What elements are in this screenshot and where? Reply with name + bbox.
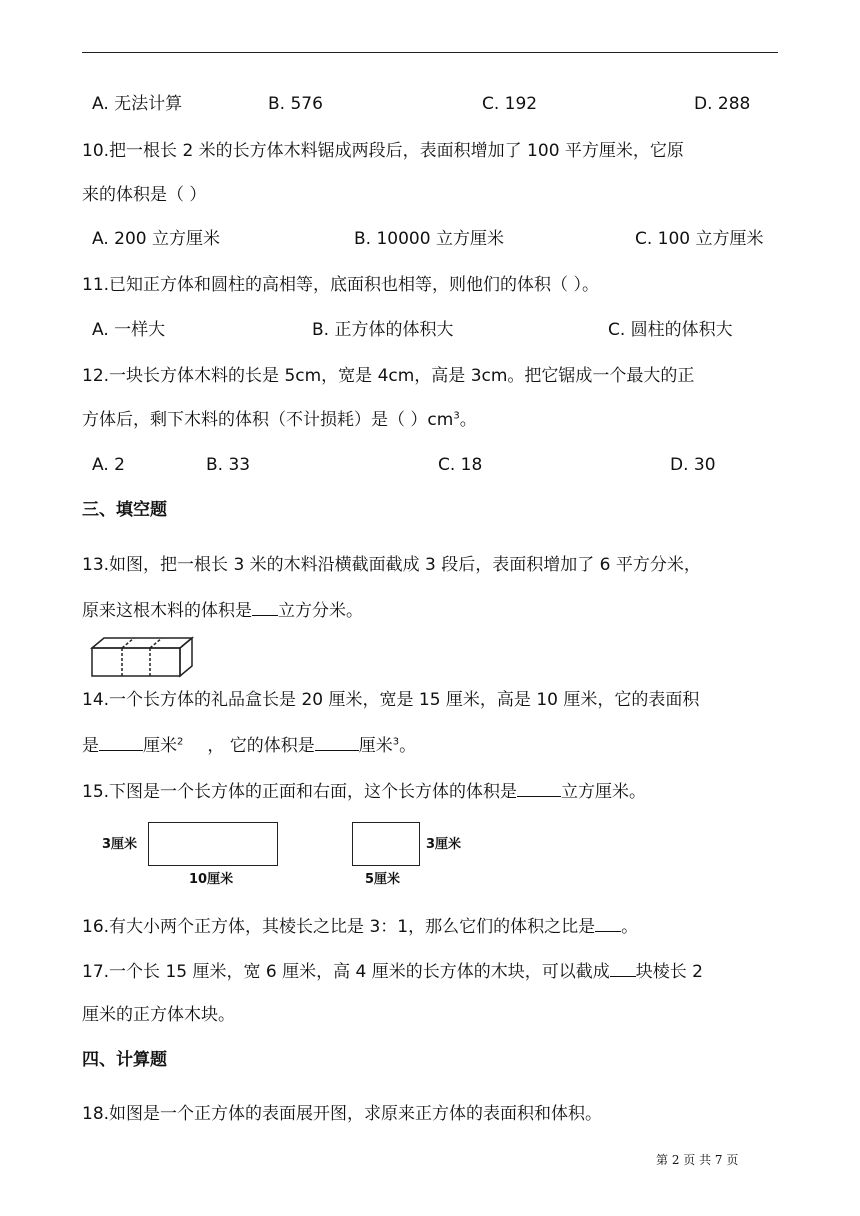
q10-option-a: A. 200 立方厘米: [92, 229, 220, 249]
q17-line1: [82, 958, 703, 984]
q9-option-d: D. 288: [694, 94, 751, 114]
q11-option-c: C. 圆柱的体积大: [608, 320, 733, 340]
q11-option-a: A. 一样大: [92, 320, 166, 340]
section3-title: 三、填空题: [82, 500, 167, 520]
q15-line1-end: 立方厘米。: [561, 782, 647, 802]
q13-line2-end: 立方分米。: [278, 601, 363, 621]
q14-line1: 14.一个长方体的礼品盒长是 20 厘米，宽是 15 厘米，高是 10 厘米，它的表面积: [82, 690, 700, 710]
q10-option-b: B. 10000 立方厘米: [354, 229, 504, 249]
q17-line1-end: 块棱长 2: [635, 962, 703, 982]
q14-superscript-3: 3: [392, 736, 400, 748]
q11-line1: 11.已知正方体和圆柱的高相等，底面积也相等，则他们的体积（ ）。: [82, 275, 599, 295]
q12-superscript: 3: [453, 410, 460, 422]
q14-text-c: ， 它的体积是: [207, 736, 315, 756]
q17-line1-text: 17.一个长 15 厘米，宽 6 厘米，高 4 厘米的长方体的木块，可以截成: [82, 962, 610, 982]
q15-line1: [82, 778, 646, 804]
q12-line2: [82, 408, 477, 432]
q10-line1: 10.把一根长 2 米的长方体木料锯成两段后，表面积增加了 100 平方厘米，它原: [82, 141, 684, 161]
q12-option-c: C. 18: [438, 455, 483, 475]
q15-line1-text: 15.下图是一个长方体的正面和右面，这个长方体的体积是: [82, 782, 518, 802]
q14-superscript-2: 2: [177, 736, 184, 748]
q12-option-d: D. 30: [670, 455, 716, 475]
q13-line2-text: 原来这根木料的体积是: [82, 601, 252, 621]
q15-side-width-label: 5厘米: [365, 872, 401, 887]
q15-side-face-rect: [352, 822, 420, 866]
q14-blank-surface-area: [99, 732, 143, 751]
q15-front-width-label: 10厘米: [189, 872, 234, 887]
q14-text-a: 是: [82, 736, 99, 756]
q14-text-b: 厘米: [143, 736, 177, 756]
q18-line1: 18.如图是一个正方体的表面展开图，求原来正方体的表面积和体积。: [82, 1104, 603, 1124]
q13-line2: [82, 597, 363, 623]
q17-answer-blank: [610, 958, 636, 977]
q14-text-e: 。: [399, 736, 417, 756]
q12-option-a: A. 2: [92, 455, 125, 475]
q9-option-b: B. 576: [268, 94, 323, 114]
q9-option-a: A. 无法计算: [92, 94, 183, 114]
q15-front-face-rect: [148, 822, 278, 866]
q10-option-c: C. 100 立方厘米: [635, 229, 764, 249]
q16-line1-text: 16.有大小两个正方体，其棱长之比是 3：1，那么它们的体积之比是: [82, 917, 596, 937]
q17-line2: 厘米的正方体木块。: [82, 1005, 235, 1025]
section4-title: 四、计算题: [82, 1050, 167, 1070]
q14-text-d: 厘米: [358, 736, 393, 756]
q14-line2: [82, 732, 416, 758]
q9-option-c: C. 192: [482, 94, 538, 114]
q15-front-height-label: 3厘米: [102, 837, 138, 852]
q12-line2-end: 。: [459, 410, 477, 430]
q15-side-height-label: 3厘米: [426, 837, 462, 852]
q12-line1: 12.一块长方体木料的长是 5cm，宽是 4cm，高是 3cm。把它锯成一个最大的正: [82, 366, 695, 386]
q16-answer-blank: [595, 913, 621, 932]
q11-option-b: B. 正方体的体积大: [312, 320, 454, 340]
q15-answer-blank: [517, 778, 561, 797]
q12-line2-text: 方体后，剩下木料的体积（不计损耗）是（ ）cm: [82, 410, 454, 430]
q14-blank-volume: [315, 732, 359, 751]
q16-line1-end: 。: [621, 917, 639, 937]
q13-answer-blank: [252, 597, 278, 616]
top-rule: [82, 52, 778, 53]
q10-line2: 来的体积是（ ）: [82, 185, 207, 205]
q16-line1: [82, 913, 638, 939]
q12-option-b: B. 33: [206, 455, 251, 475]
q13-line1: 13.如图，把一根长 3 米的木料沿横截面截成 3 段后，表面积增加了 6 平方分米，: [82, 555, 701, 575]
page-footer: 第 2 页 共 7 页: [656, 1153, 739, 1167]
q13-wood-bar-figure: [88, 634, 198, 680]
